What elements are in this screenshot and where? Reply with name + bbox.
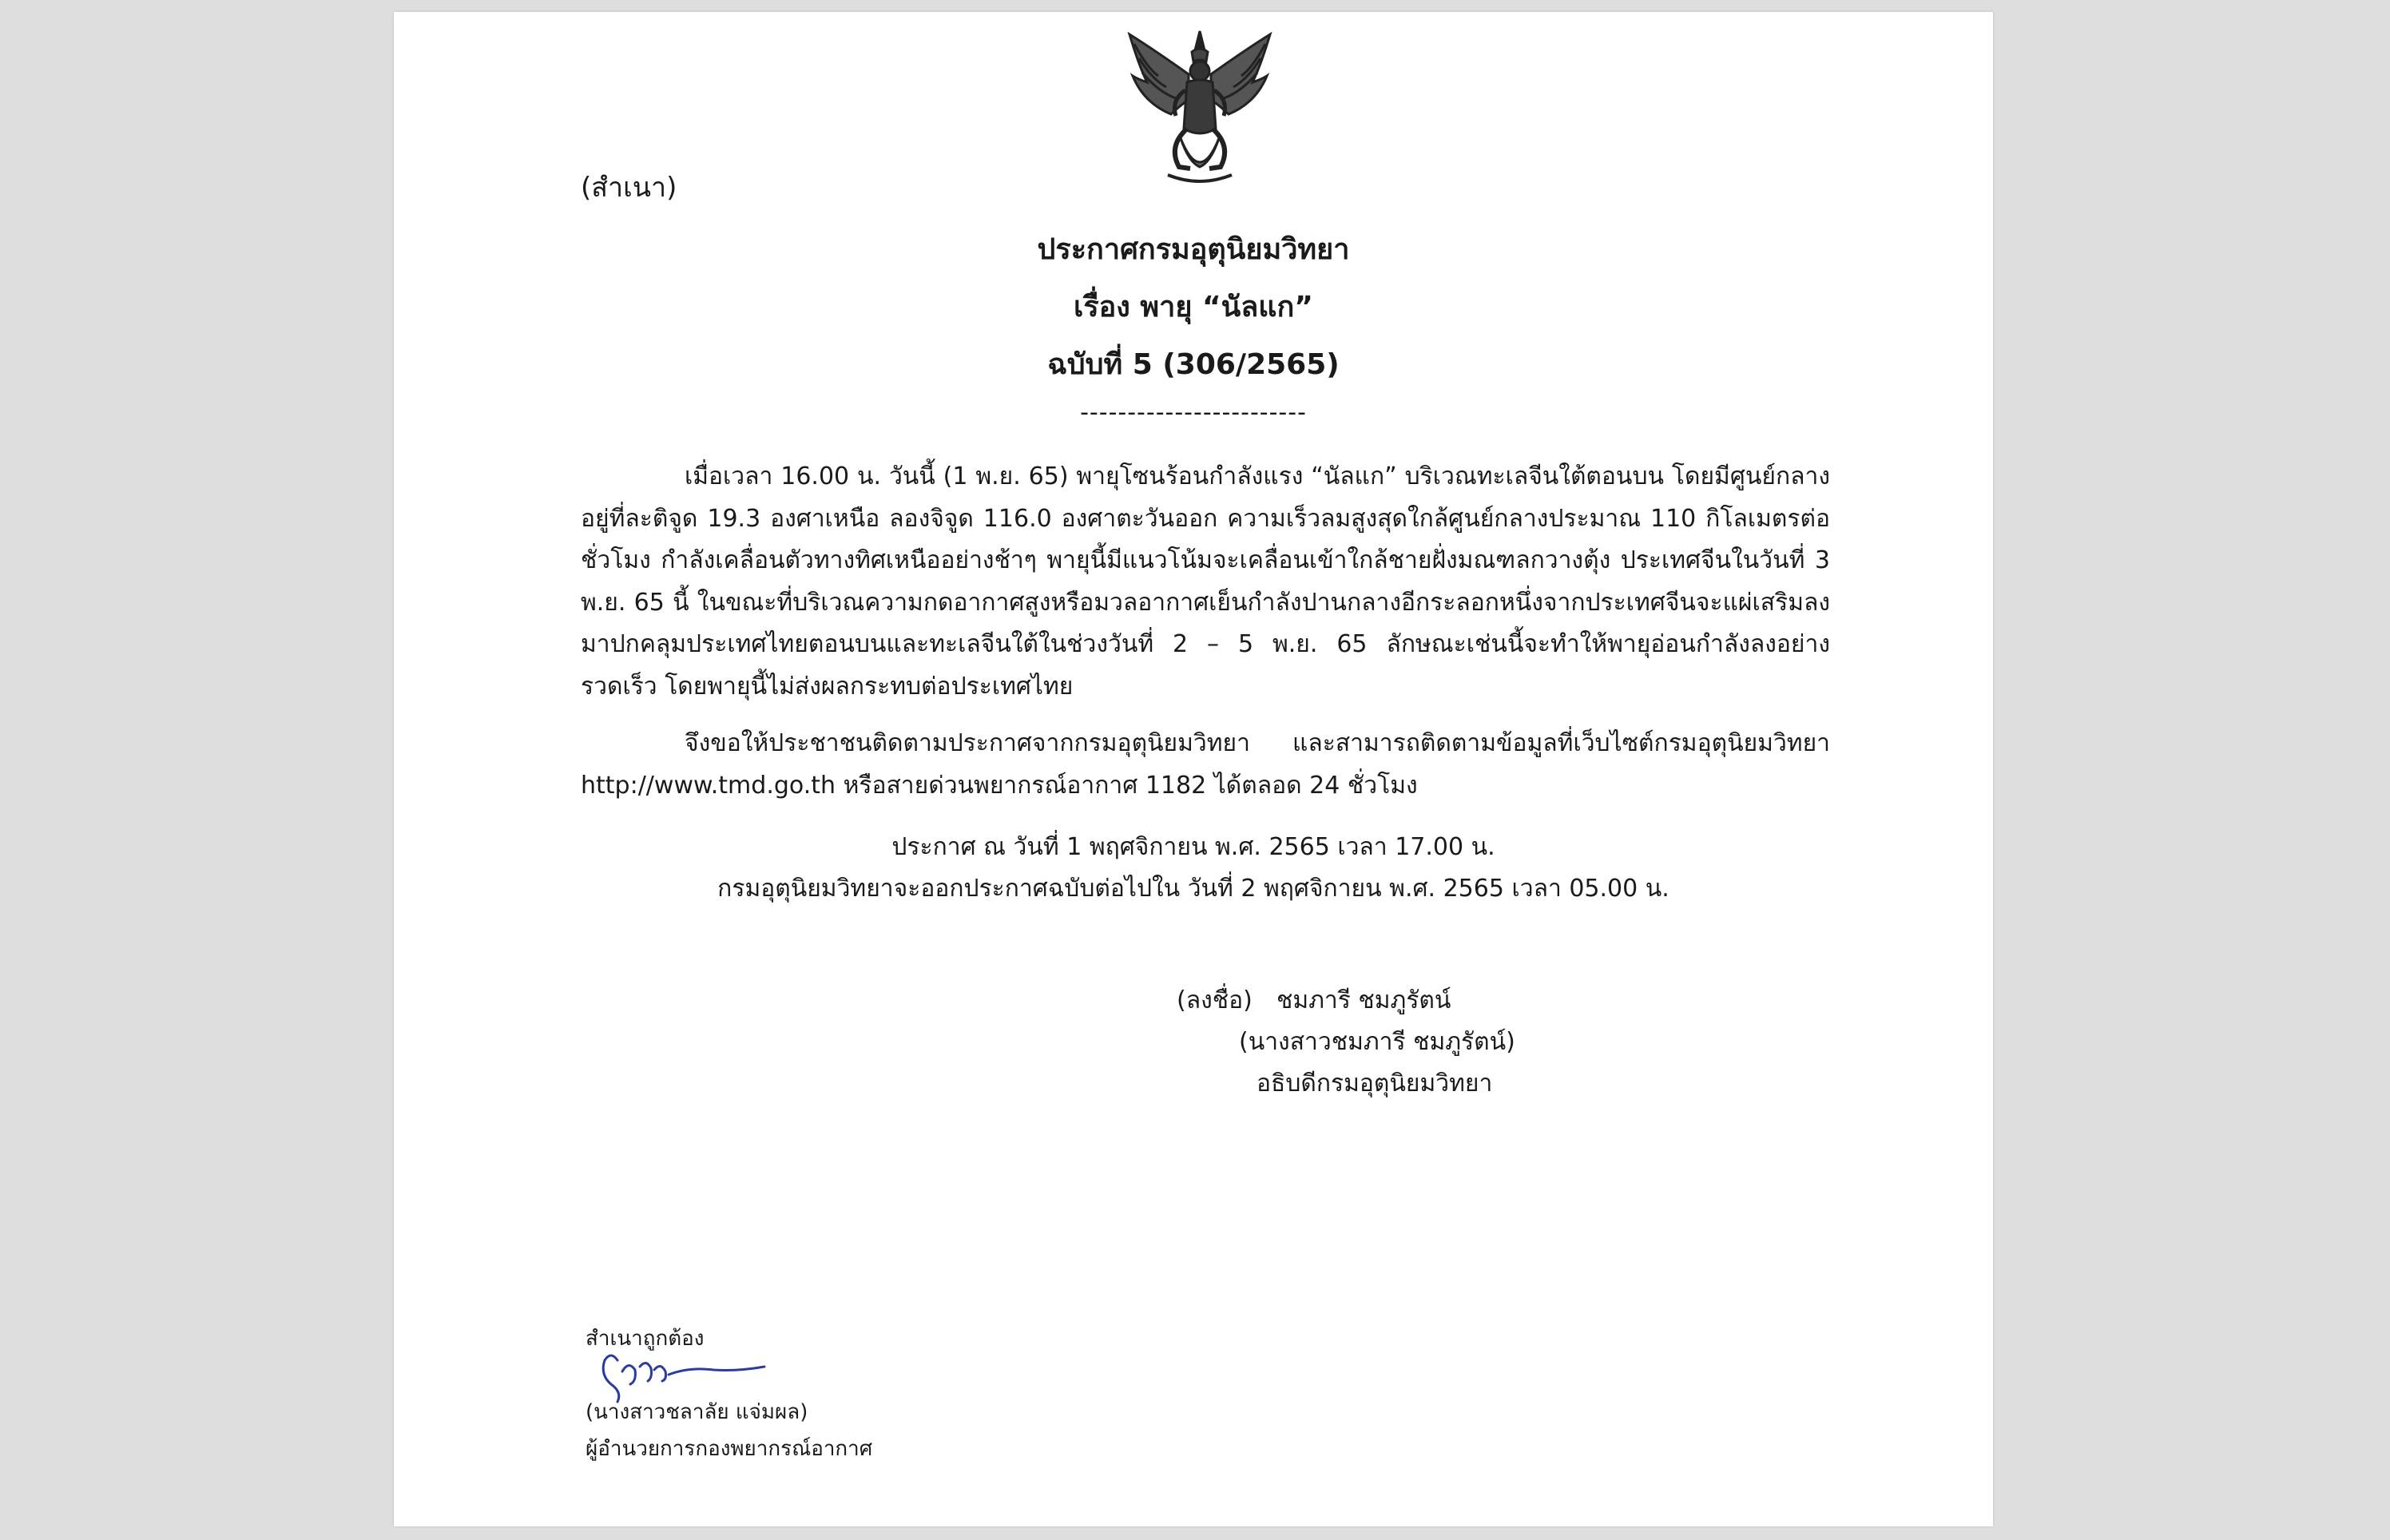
signatory-full-name: (นางสาวชมภารี ชมภูรัตน์): [1239, 1028, 1515, 1056]
announcement-subject: เรื่อง พายุ “นัลแก”: [1074, 291, 1313, 323]
certifier-position: ผู้อำนวยการกองพยากรณ์อากาศ: [586, 1437, 873, 1461]
next-issue-notice: กรมอุตุนิยมวิทยาจะออกประกาศฉบับต่อไปใน วันที่ 2 พฤศจิกายน พ.ศ. 2565 เวลา 05.00 น.: [717, 875, 1669, 903]
certifier-name: (นางสาวชลาลัย แจ่มผล): [586, 1400, 808, 1424]
announcement-issue: ฉบับที่ 5 (306/2565): [1047, 348, 1340, 381]
signature-label: (ลงชื่อ): [1177, 986, 1253, 1014]
signatory-position: อธิบดีกรมอุตุนิยมวิทยา: [1257, 1070, 1493, 1097]
storm-details-paragraph: เมื่อเวลา 16.00 น. วันนี้ (1 พ.ย. 65) พายุโซนร้อนกำลังแรง “นัลแก” บริเวณทะเลจีนใต้ตอนบน โดยมีศูนย์กลางอยู่ที่ละติจูด 19.3 องศาเหนือ ลองจิจูด 116.0 องศาตะวันออก ความเร็วลมสูงสุดใกล้ศูนย์กลางประมาณ 110 กิโลเมตรต่อชั่วโมง กำลังเคลื่อนตัวทางทิศเหนืออย่างช้าๆ พายุนี้มีแนวโน้มจะเคลื่อนเข้าใกล้ชายฝั่งมณฑลกวางตุ้ง ประเทศจีนในวันที่ 3 พ.ย. 65 นี้ ในขณะที่บริเวณความกดอากาศสูงหรือมวลอากาศเย็นกำลังปานกลางอีกระลอกหนึ่งจากประเทศจีนจะแผ่เสริมลงมาปกคลุมประเทศไทยตอนบนและทะเลจีนใต้ในช่วงวันที่ 2 – 5 พ.ย. 65 ลักษณะเช่นนี้จะทำให้พายุอ่อนกำลังลงอย่างรวดเร็ว โดยพายุนี้ไม่ส่งผลกระทบต่อประเทศไทย: [581, 462, 1830, 701]
signature-name: ชมภารี ชมภูรัตน์: [1276, 986, 1451, 1014]
certified-copy-label: สำเนาถูกต้อง: [586, 1327, 705, 1351]
garuda-emblem-icon: [1123, 26, 1276, 192]
copy-mark: (สำเนา): [581, 172, 677, 204]
announcement-title: ประกาศกรมอุตุนิยมวิทยา: [1037, 233, 1350, 266]
document-page: [394, 12, 1993, 1526]
title-divider: ------------------------: [1080, 399, 1307, 427]
public-advice-paragraph: จึงขอให้ประชาชนติดตามประกาศจากกรมอุตุนิยมวิทยา และสามารถติดตามข้อมูลที่เว็บไซต์กรมอุตุนิยมวิทยา http://www.tmd.go.th หรือสายด่วนพยากรณ์อากาศ 1182 ได้ตลอด 24 ชั่วโมง: [581, 729, 1830, 800]
announcement-date: ประกาศ ณ วันที่ 1 พฤศจิกายน พ.ศ. 2565 เวลา 17.00 น.: [891, 833, 1495, 861]
